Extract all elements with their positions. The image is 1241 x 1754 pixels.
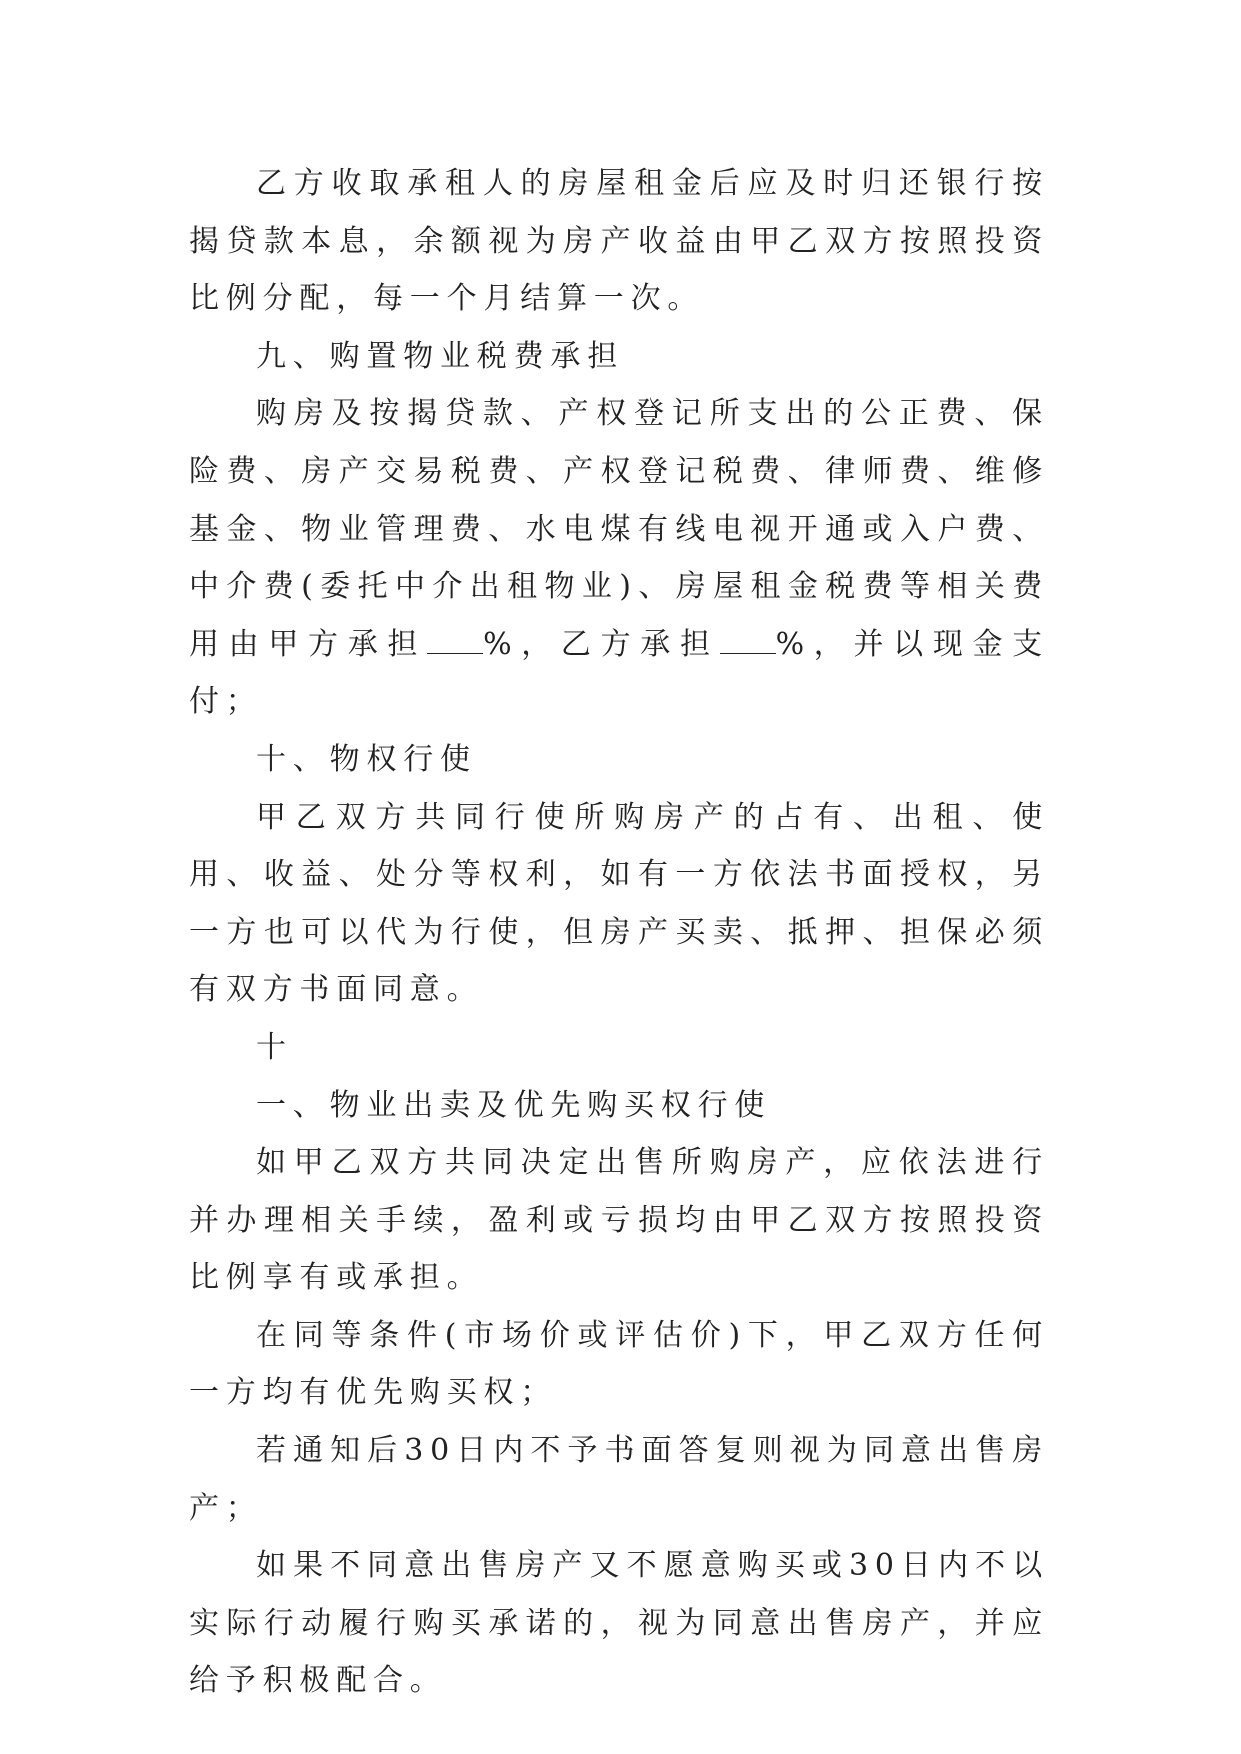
tax-fees-text-2: %，乙方承担 [483,626,720,662]
heading-section-9: 九、购置物业税费承担 [256,338,624,374]
tax-fees-text: 购房及按揭贷款、产权登记所支出的公正费、保险费、房产交易税费、产权登记税费、律师费、维修基金、物业管理费、水电煤有线电视开通或入户费、中介费(委托中介出租物业)、房屋租金税费等相关费用由甲方承担 [189,396,1049,662]
paragraph-tax-fees [189,385,1049,731]
blank-party-a-share [427,627,483,654]
paragraph-preemption: 在同等条件(市场价或评估价)下，甲乙双方任何一方均有优先购买权； [189,1317,1049,1411]
paragraph-rent-settlement: 乙方收取承租人的房屋租金后应及时归还银行按揭贷款本息，余额视为房产收益由甲乙双方按照投资比例分配，每一个月结算一次。 [189,166,1049,317]
paragraph-notice-30-days: 若通知后30日内不予书面答复则视为同意出售房产； [189,1433,1049,1526]
paragraph-refusal: 如果不同意出售房产又不愿意购买或30日内不以实际行动履行购买承诺的，视为同意出售房产，并应给予积极配合。 [189,1548,1049,1699]
blank-party-b-share [720,627,776,654]
paragraph-joint-sale: 如甲乙双方共同决定出售所购房产，应依法进行并办理相关手续，盈利或亏损均由甲乙双方按照投资比例享有或承担。 [189,1145,1049,1296]
document-page [189,155,1049,1710]
paragraph-property-rights: 甲乙双方共同行使所购房产的占有、出租、使用、收益、处分等权利，如有一方依法书面授权，另一方也可以代为行使，但房产买卖、抵押、担保必须有双方书面同意。 [189,799,1049,1008]
tax-fees-text-3: %，并以现金支付； [189,626,1049,720]
heading-section-11-title: 一、物业出卖及优先购买权行使 [256,1087,772,1123]
heading-section-11-number: 十 [256,1029,293,1065]
heading-section-10: 十、物权行使 [256,741,477,777]
